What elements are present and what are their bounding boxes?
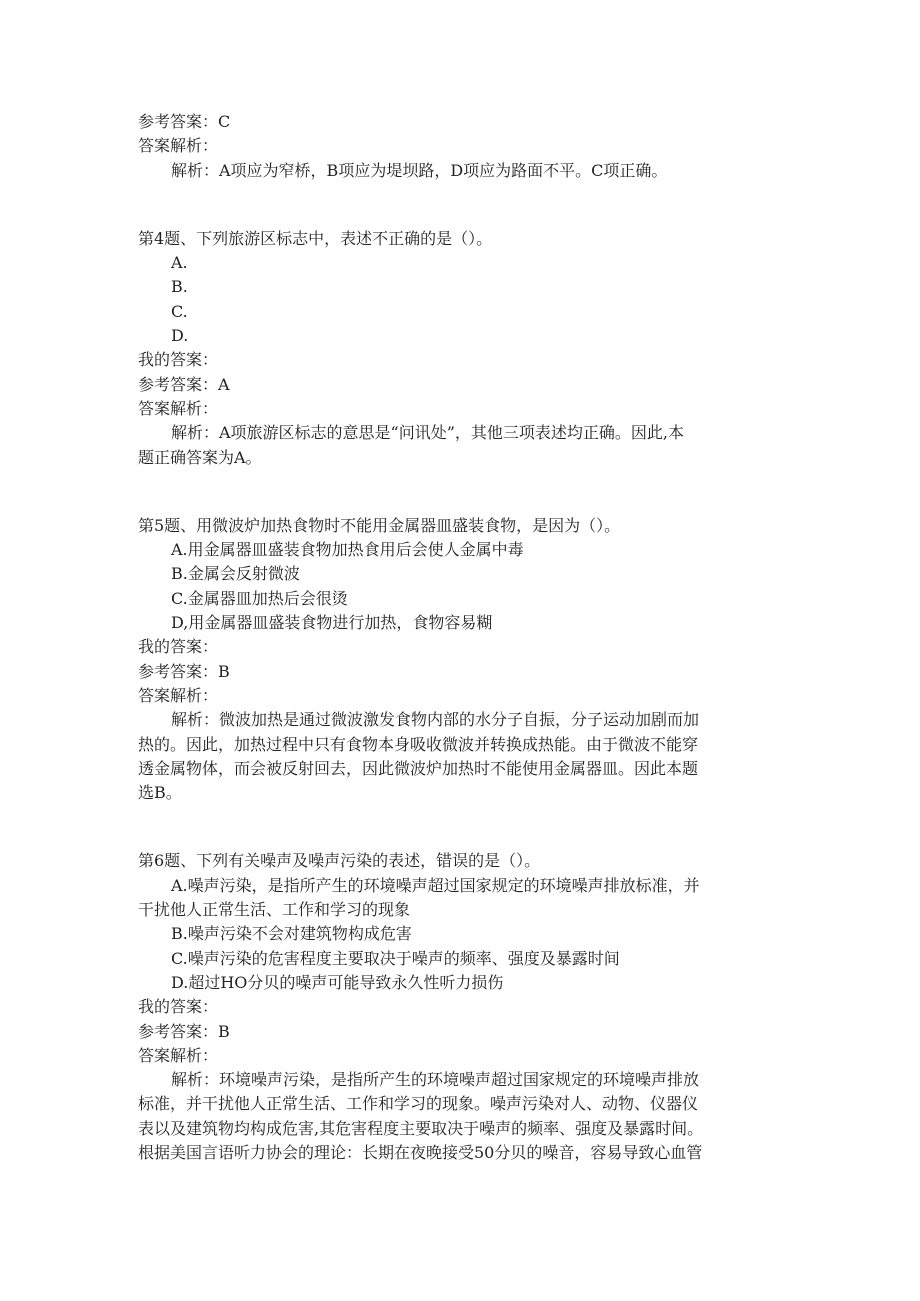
q5-my-answer: 我的答案： <box>138 637 219 657</box>
q4-option-d: D. <box>171 326 189 346</box>
spacer <box>138 805 788 849</box>
q5-analysis-line-3: 透金属物体，而会被反射回去，因此微波炉加热时不能使用金属器皿。因此本题 <box>138 758 699 778</box>
q5-analysis-line-2: 热的。因此，加热过程中只有食物本身吸收微波并转换成热能。由于微波不能穿 <box>138 734 699 754</box>
q4-analysis-line-2: 题正确答案为A。 <box>138 447 262 467</box>
q6-analysis-label: 答案解析： <box>138 1045 219 1065</box>
q6-option-a-line-1: A.噪声污染，是指所产生的环境噪声超过国家规定的环境噪声排放标准，并 <box>171 875 700 895</box>
q4-analysis-label: 答案解析： <box>138 398 219 418</box>
q5-question: 第5题、用微波炉加热食物时不能用金属器皿盛装食物，是因为（）。 <box>138 515 621 535</box>
q6-analysis-line-3: 表以及建筑物均构成危害,其危害程度主要取决于噪声的频率、强度及暴露时间。 <box>138 1118 704 1138</box>
q6-option-c: C.噪声污染的危害程度主要取决于噪声的频率、强度及暴露时间 <box>171 948 620 968</box>
spacer <box>138 183 788 227</box>
q4-option-b: B. <box>171 277 188 297</box>
q5-option-d: D,用金属器皿盛装食物进行加热，食物容易糊 <box>171 613 493 633</box>
q6-option-b: B.噪声污染不会对建筑物构成危害 <box>171 924 412 944</box>
q4-reference-answer: 参考答案：A <box>138 374 230 394</box>
spacer <box>138 470 788 514</box>
q6-analysis-line-2: 标准，并干扰他人正常生活、工作和学习的现象。噪声污染对人、动物、仪器仪 <box>138 1094 699 1114</box>
q5-reference-answer: 参考答案：B <box>138 661 230 681</box>
q6-analysis-line-4: 根据美国言语听力协会的理论：长期在夜晚接受50分贝的噪音，容易导致心血管 <box>138 1142 703 1162</box>
q4-my-answer: 我的答案： <box>138 350 219 370</box>
q6-reference-answer: 参考答案：B <box>138 1021 230 1041</box>
q4-option-c: C. <box>171 301 188 321</box>
document-page <box>138 110 788 1165</box>
q3-analysis-text: 解析：A项应为窄桥，B项应为堤坝路，D项应为路面不平。C项正确。 <box>171 160 668 180</box>
q5-analysis-line-4: 选B。 <box>138 783 182 803</box>
q4-option-a: A. <box>171 253 188 273</box>
q6-my-answer: 我的答案： <box>138 997 219 1017</box>
q5-analysis-label: 答案解析： <box>138 685 219 705</box>
q3-analysis-label: 答案解析： <box>138 136 219 156</box>
q4-analysis-line-1: 解析：A项旅游区标志的意思是“问讯处”，其他三项表述均正确。因此,本 <box>171 423 685 443</box>
q6-option-d: D.超过HO分贝的噪声可能导致永久性听力损伤 <box>171 972 504 992</box>
q4-question: 第4题、下列旅游区标志中，表述不正确的是（）。 <box>138 228 493 248</box>
q5-option-b: B.金属会反射微波 <box>171 564 300 584</box>
q3-reference-answer: 参考答案：C <box>138 112 231 131</box>
q6-question: 第6题、下列有关噪声及噪声污染的表述，错误的是（）。 <box>138 851 541 871</box>
q5-analysis-line-1: 解析：微波加热是通过微波激发食物内部的水分子自振，分子运动加剧而加 <box>171 710 700 730</box>
q5-option-c: C.金属器皿加热后会很烫 <box>171 588 348 608</box>
q6-option-a-line-2: 干扰他人正常生活、工作和学习的现象 <box>138 900 411 920</box>
q5-option-a: A.用金属器皿盛装食物加热食用后会使人金属中毒 <box>171 540 524 560</box>
q6-analysis-line-1: 解析：环境噪声污染，是指所产生的环境噪声超过国家规定的环境噪声排放 <box>171 1070 700 1090</box>
